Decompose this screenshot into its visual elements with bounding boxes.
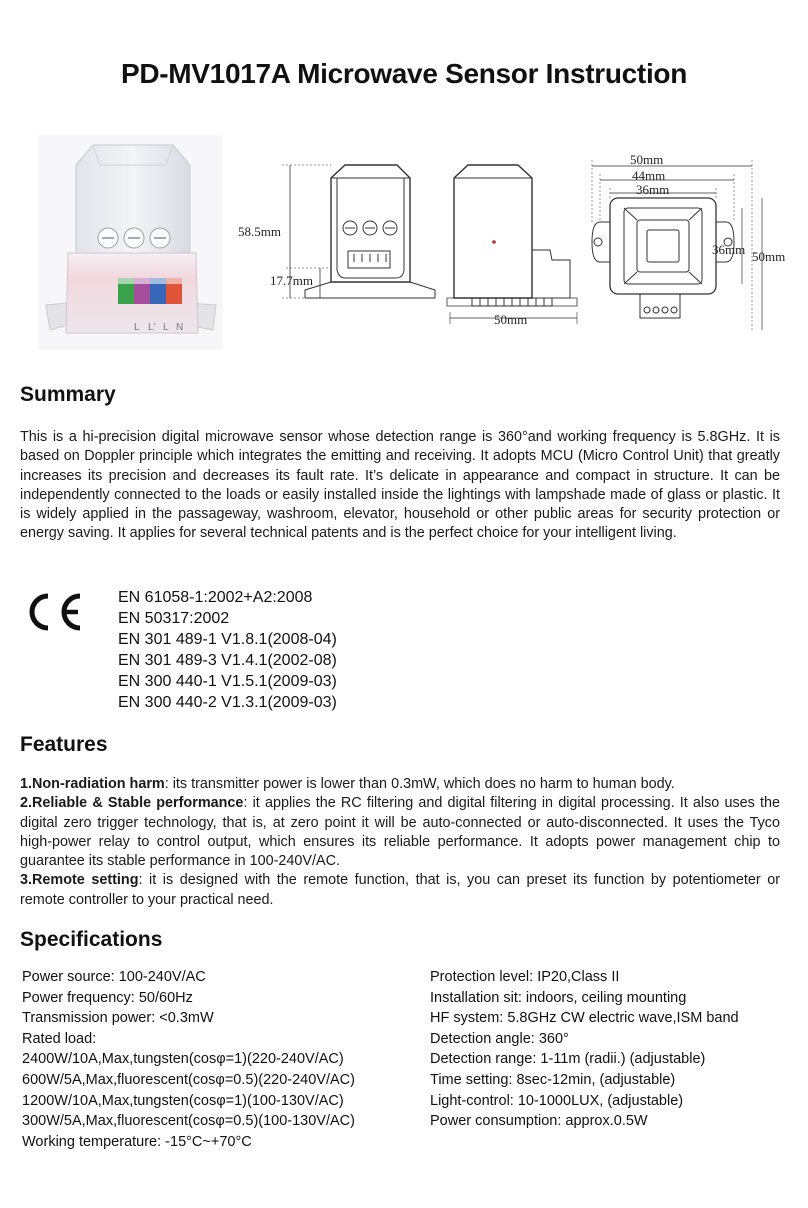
spec-item: Installation sit: indoors, ceiling mounting [430, 989, 687, 1006]
dimension-drawing [232, 150, 792, 335]
spec-column-right [430, 967, 739, 1132]
standard-item: EN 301 489-1 V1.8.1(2008-04) [118, 631, 337, 648]
ce-mark [22, 590, 84, 634]
spec-item: 600W/5A,Max,fluorescent(cosφ=0.5)(220-240V/AC) [22, 1071, 355, 1088]
dim-top-width-outer: 50mm [630, 152, 664, 167]
spec-item: 2400W/10A,Max,tungsten(cosφ=1)(220-240V/AC) [22, 1051, 344, 1068]
dim-front-height: 58.5mm [238, 224, 281, 239]
spec-item: Time setting: 8sec-12min, (adjustable) [430, 1071, 676, 1088]
specifications-heading: Specifications [20, 928, 163, 951]
spec-item: Power source: 100-240V/AC [22, 969, 206, 985]
standard-item: EN 300 440-2 V1.3.1(2009-03) [118, 694, 337, 711]
spec-item: Detection angle: 360° [430, 1030, 569, 1047]
feature-title: 1.Non-radiation harm [20, 776, 165, 792]
standard-item: EN 300 440-1 V1.5.1(2009-03) [118, 673, 337, 690]
dim-top-height-outer: 50mm [752, 249, 786, 264]
spec-item: 300W/5A,Max,fluorescent(cosφ=0.5)(100-130V/AC) [22, 1113, 355, 1130]
feature-text: : it is designed with the remote function, that is, you can preset its function by potentiometer or remote controller to your practical need. [20, 872, 780, 908]
spec-item: Power consumption: approx.0.5W [430, 1113, 648, 1130]
terminal-label: N [176, 322, 184, 333]
terminal-label: L [163, 322, 169, 333]
features-heading: Features [20, 733, 108, 756]
feature-title: 2.Reliable & Stable performance [20, 795, 244, 812]
spec-item: HF system: 5.8GHz CW electric wave,ISM band [430, 1010, 739, 1027]
page-title: PD-MV1017A Microwave Sensor Instruction [120, 58, 688, 89]
spec-item: Detection range: 1-11m (radii.) (adjustable) [430, 1051, 706, 1068]
summary-heading: Summary [20, 383, 116, 406]
product-photo [38, 135, 223, 350]
standard-item: EN 301 489-3 V1.4.1(2002-08) [118, 652, 337, 669]
terminal-label: L' [148, 322, 156, 333]
spec-item: Working temperature: -15°C~+70°C [22, 1133, 252, 1150]
feature-item [20, 871, 780, 910]
spec-item: 1200W/10A,Max,tungsten(cosφ=1)(100-130V/AC) [22, 1092, 344, 1109]
dim-side-width: 50mm [494, 312, 528, 327]
feature-text: : it applies the RC filtering and digital filtering in digital processing. It also uses the digital zero trigger technology, that is, at zero point it will be auto-connected or auto-disconnected. It uses the Tyco high-power relay to control output, which ensures its reliable performance. It adopts power management chip to guarantee its stable performance in 100-240V/AC. [20, 795, 781, 870]
spec-item: Rated load: [22, 1030, 97, 1047]
spec-item: Protection level: IP20,Class II [430, 969, 620, 985]
feature-text: : its transmitter power is lower than 0.3mW, which does no harm to human body. [164, 776, 675, 792]
features-list [20, 775, 780, 910]
spec-column-left [22, 967, 355, 1152]
spec-item: Power frequency: 50/60Hz [22, 989, 193, 1006]
dim-top-height-inner: 36mm [712, 242, 746, 257]
spec-item: Transmission power: <0.3mW [22, 1010, 214, 1027]
standard-item: EN 50317:2002 [118, 610, 230, 627]
dim-top-width-inner: 36mm [636, 182, 670, 197]
feature-item [20, 775, 780, 794]
feature-item [20, 794, 780, 871]
dim-top-width-mid: 44mm [632, 168, 666, 183]
feature-title: 3.Remote setting [20, 872, 139, 889]
spec-item: Light-control: 10-1000LUX, (adjustable) [430, 1092, 684, 1109]
standard-item: EN 61058-1:2002+A2:2008 [118, 589, 313, 606]
terminal-label: L [134, 322, 140, 333]
dim-front-base-height: 17.7mm [270, 273, 313, 288]
summary-text: This is a hi-precision digital microwave sensor whose detection range is 360°and working frequency is 5.8GHz. It is based on Doppler principle which integrates the emitting and receiving. It adopts MCU (Micro Control Unit) that greatly increases its precision and decreases its fault rate. It’s delicate in appearance and compact in structure. It can be independently connected to the loads or easily installed inside the lightings with lampshade made of glass or plastic. It is widely applied in the passageway, washroom, elevator, household or other public areas for security protection or energy saving. It applies for several technical patents and is the perfect choice for your intelligent living. [20, 429, 780, 542]
standards-list [118, 587, 337, 713]
